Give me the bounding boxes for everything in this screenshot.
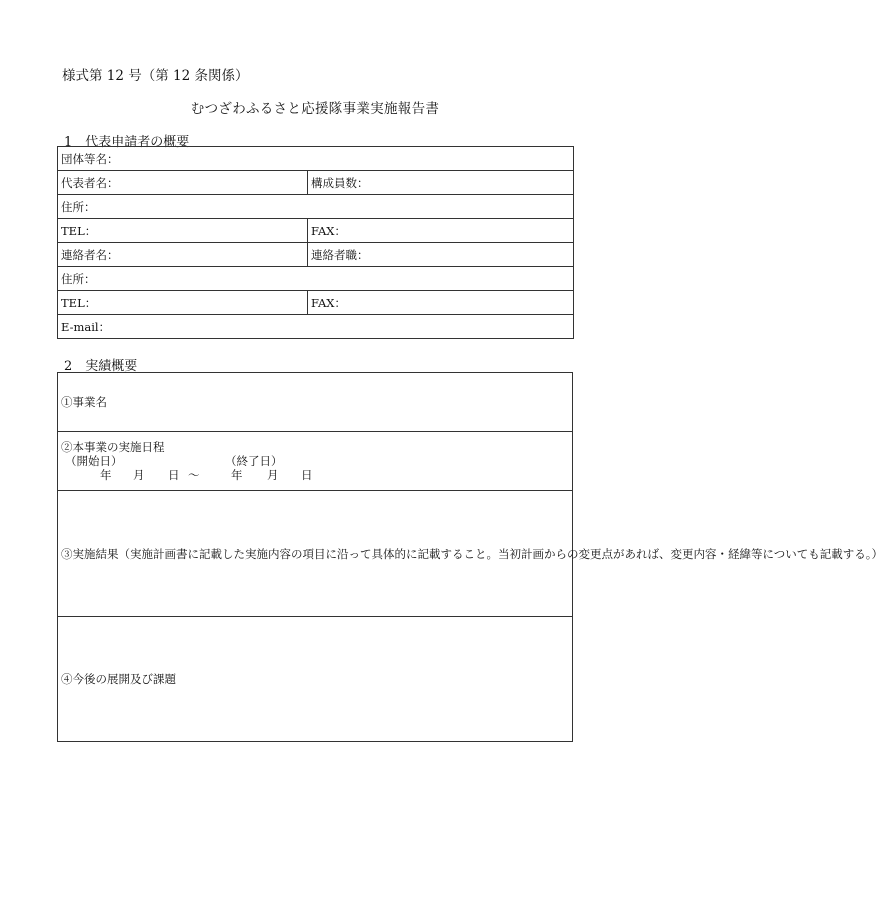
row-project-name: [58, 373, 573, 432]
schedule-field[interactable]: [58, 432, 573, 491]
applicant-overview-table: [57, 146, 574, 339]
end-month-label: 月: [267, 468, 279, 482]
results-field[interactable]: [58, 491, 883, 617]
row-tel-fax2: [58, 291, 574, 315]
schedule-labels-row: [61, 454, 572, 468]
start-day-label: 日: [168, 468, 180, 482]
contact-fax-field[interactable]: FAX：: [308, 291, 574, 315]
schedule-label: ②本事業の実施日程: [61, 440, 165, 454]
form-number: 様式第 12 号（第 12 条関係）: [62, 68, 249, 84]
schedule-dates-row: [61, 468, 572, 482]
project-name-label: ①事業名: [61, 395, 107, 409]
representative-name-field[interactable]: 代表者名：: [58, 171, 308, 195]
row-address: [58, 195, 574, 219]
contact-title-field[interactable]: 連絡者職：: [308, 243, 574, 267]
row-future: [58, 617, 573, 742]
document-title: むつざわふるさと応援隊事業実施報告書: [190, 101, 440, 117]
row-org-name: [58, 147, 574, 171]
email-field[interactable]: E-mail：: [58, 315, 574, 339]
address-field[interactable]: 住所：: [58, 195, 574, 219]
start-year-label: 年: [100, 468, 112, 482]
contact-name-field[interactable]: 連絡者名：: [58, 243, 308, 267]
section1-heading: 1 代表申請者の概要: [64, 135, 190, 150]
end-date-label: （終了日）: [225, 454, 283, 468]
section2-heading: 2 実績概要: [64, 359, 138, 374]
tilde-separator: ～: [188, 468, 200, 482]
member-count-field[interactable]: 構成員数：: [308, 171, 574, 195]
row-schedule: [58, 432, 573, 491]
fax-field[interactable]: FAX：: [308, 219, 574, 243]
results-overview-table: [57, 372, 883, 742]
org-name-field[interactable]: 団体等名：: [58, 147, 574, 171]
row-email: [58, 315, 574, 339]
start-date-label: （開始日）: [65, 454, 123, 468]
contact-address-field[interactable]: 住所：: [58, 267, 574, 291]
contact-tel-field[interactable]: TEL：: [58, 291, 308, 315]
results-label: ③実施結果（実施計画書に記載した実施内容の項目に沿って具体的に記載すること。当初計画からの変更点があれば、変更内容・経緯等についても記載する。）: [61, 546, 883, 561]
future-label: ④今後の展開及び課題: [61, 672, 176, 686]
end-year-label: 年: [231, 468, 243, 482]
row-results: [58, 491, 573, 617]
tel-field[interactable]: TEL：: [58, 219, 308, 243]
row-representative: [58, 171, 574, 195]
start-month-label: 月: [133, 468, 145, 482]
row-address2: [58, 267, 574, 291]
row-contact: [58, 243, 574, 267]
future-field[interactable]: [58, 617, 573, 742]
project-name-field[interactable]: [58, 373, 573, 432]
row-tel-fax: [58, 219, 574, 243]
end-day-label: 日: [301, 468, 313, 482]
